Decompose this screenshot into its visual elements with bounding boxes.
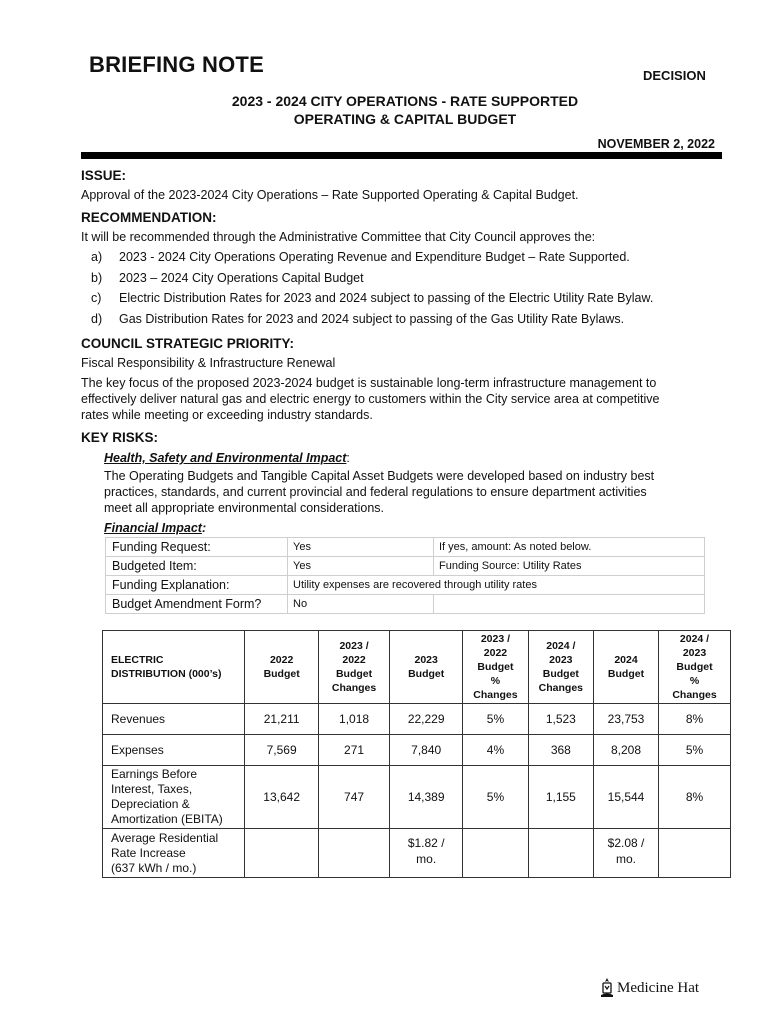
column-header-line: Budget (542, 668, 579, 680)
hse-colon: : (346, 451, 350, 465)
column-header-line: Changes (473, 689, 518, 701)
column-header-line: Budget (607, 668, 645, 680)
table-cell: 13,642 (245, 766, 319, 829)
table-cell: 14,389 (390, 766, 463, 829)
column-header-line: 2023 (682, 647, 707, 659)
table-cell: 7,840 (390, 735, 463, 766)
recommendation-text: Electric Distribution Rates for 2023 and 2024 subject to passing of the Electric Utility Rate Bylaw. (119, 291, 654, 306)
priority-heading: COUNCIL STRATEGIC PRIORITY: (81, 336, 295, 351)
funding-value: Yes (288, 538, 434, 557)
recommendation-item (81, 271, 653, 292)
table-cell: 747 (319, 766, 390, 829)
column-header-line: Changes (672, 689, 717, 701)
column-header (594, 631, 659, 704)
recommendation-text: Gas Distribution Rates for 2023 and 2024 subject to passing of the Gas Utility Rate Bylaws. (119, 312, 625, 327)
hse-line-3: meet all appropriate environmental considerations. (104, 501, 385, 515)
row-label-line: Average Residential (111, 830, 219, 845)
medicine-hat-emblem-icon (600, 977, 614, 999)
hse-title: Health, Safety and Environmental Impact (104, 451, 347, 465)
table-row (103, 766, 731, 829)
row-label (103, 766, 245, 829)
column-header (528, 631, 593, 704)
funding-table (105, 537, 705, 614)
row-label-line: Rate Increase (111, 845, 186, 860)
funding-extra: Funding Source: Utility Rates (434, 557, 705, 576)
column-header (103, 631, 245, 704)
priority-para-line-2: effectively deliver natural gas and electric energy to customers within the City service area at competitive (81, 392, 660, 406)
row-label-line: Revenues (111, 711, 166, 726)
header-rule (81, 152, 722, 159)
column-header-line: Budget (408, 668, 445, 680)
row-label-line: Amortization (EBITA) (111, 812, 223, 826)
recommendation-intro: It will be recommended through the Administrative Committee that City Council approves the: (81, 230, 596, 244)
table-cell: 368 (528, 735, 593, 766)
hse-line-2: practices, standards, and current provincial and federal regulations to ensure department activities (104, 485, 647, 499)
funding-row (106, 538, 705, 557)
recommendation-letter: c) (91, 291, 102, 306)
column-header (245, 631, 319, 704)
funding-row (106, 576, 705, 595)
table-cell: 15,544 (594, 766, 659, 829)
row-label-line: (637 kWh / mo.) (111, 860, 197, 875)
recommendation-letter: a) (91, 250, 103, 264)
table-cell: $2.08 / mo. (594, 829, 659, 878)
recommendation-item (81, 291, 653, 312)
column-header-line: DISTRIBUTION (000’s) (111, 668, 222, 680)
issue-heading: ISSUE: (81, 168, 127, 183)
financial-title: Financial Impact (104, 521, 202, 535)
table-cell (245, 829, 319, 878)
row-label-line: Depreciation & (111, 797, 190, 811)
column-header-line: 2024 / (679, 633, 710, 645)
table-cell: 1,018 (319, 704, 390, 735)
recommendation-item (81, 250, 653, 271)
row-label-line: Earnings Before (111, 767, 198, 781)
financial-colon: : (201, 521, 207, 535)
column-header (319, 631, 390, 704)
column-header (659, 631, 731, 704)
column-header (463, 631, 528, 704)
funding-label: Budgeted Item: (106, 557, 288, 576)
funding-value: Utility expenses are recovered through utility rates (288, 576, 705, 595)
column-header-line: Budget (263, 668, 300, 680)
subtitle-line-1: 2023 - 2024 CITY OPERATIONS - RATE SUPPORTED (231, 93, 579, 109)
recommendation-text: 2023 - 2024 City Operations Operating Revenue and Expenditure Budget – Rate Supported. (119, 250, 630, 264)
priority-para-line-1: The key focus of the proposed 2023-2024 budget is sustainable long-term infrastructure management to (81, 376, 657, 390)
column-header-line: ELECTRIC (111, 654, 164, 666)
table-cell: 21,211 (245, 704, 319, 735)
column-header-line: 2022 (269, 654, 294, 666)
column-header-line: 2023 (549, 654, 573, 666)
table-cell: 4% (463, 735, 528, 766)
table-cell: 1,155 (528, 766, 593, 829)
table-cell: 5% (659, 735, 731, 766)
funding-row (106, 557, 705, 576)
city-logo (600, 977, 699, 999)
column-header-line: 2024 (614, 654, 638, 666)
recommendation-letter: b) (91, 270, 103, 285)
funding-label: Funding Explanation: (106, 576, 288, 595)
hse-line-1: The Operating Budgets and Tangible Capital Asset Budgets were developed based on industry best (104, 469, 655, 483)
table-cell: 5% (463, 704, 528, 735)
table-cell: 7,569 (245, 735, 319, 766)
note-type: DECISION (643, 68, 706, 83)
table-cell: $1.82 / mo. (390, 829, 463, 878)
table-row (103, 704, 731, 735)
column-header-line: % (490, 675, 501, 687)
column-header (390, 631, 463, 704)
funding-extra: If yes, amount: As noted below. (434, 538, 705, 557)
funding-value: No (288, 595, 434, 614)
table-cell: 1,523 (528, 704, 593, 735)
column-header-line: % (689, 675, 700, 687)
priority-line: Fiscal Responsibility & Infrastructure Renewal (81, 356, 336, 370)
document-title: BRIEFING NOTE (89, 52, 264, 77)
electric-distribution-table (102, 630, 731, 878)
column-header-line: Budget (335, 668, 373, 680)
issue-text: Approval of the 2023-2024 City Operations – Rate Supported Operating & Capital Budget. (81, 188, 579, 202)
row-label-line: Expenses (111, 742, 164, 757)
table-cell: 23,753 (594, 704, 659, 735)
column-header-line: 2022 (342, 654, 366, 666)
column-header-line: 2024 / (546, 640, 576, 652)
priority-para-line-3: rates while meeting or exceeding industry standards. (81, 408, 373, 422)
recommendation-letter: d) (91, 312, 103, 327)
recommendation-text: 2023 – 2024 City Operations Capital Budget (119, 270, 364, 285)
row-label-line: Interest, Taxes, (111, 782, 193, 796)
column-header-line: Changes (538, 682, 583, 694)
column-header-line: 2023 / (480, 633, 511, 645)
funding-row (106, 595, 705, 614)
funding-label: Budget Amendment Form? (106, 595, 288, 614)
column-header-line: 2022 (483, 647, 508, 659)
column-header-line: Budget (676, 661, 713, 673)
table-cell: 8% (659, 704, 731, 735)
table-cell (528, 829, 593, 878)
table-cell: 8% (659, 766, 731, 829)
row-label (103, 704, 245, 735)
funding-value: Yes (288, 557, 434, 576)
column-header-line: 2023 (414, 654, 438, 666)
subtitle-line-2: OPERATING & CAPITAL BUDGET (293, 111, 517, 127)
table-cell: 8,208 (594, 735, 659, 766)
row-label (103, 829, 245, 878)
table-cell: 22,229 (390, 704, 463, 735)
financial-heading (104, 519, 206, 537)
table-row (103, 829, 731, 878)
row-label (103, 735, 245, 766)
recommendation-list (81, 250, 653, 333)
logo-text: Medicine Hat (617, 979, 700, 996)
priority-paragraph (81, 375, 660, 423)
table-cell (319, 829, 390, 878)
note-date: NOVEMBER 2, 2022 (597, 137, 715, 151)
column-header-line: Budget (477, 661, 514, 673)
funding-extra (434, 595, 705, 614)
column-header-line: Changes (331, 682, 377, 694)
hse-heading (104, 449, 350, 467)
table-cell: 271 (319, 735, 390, 766)
table-cell (463, 829, 528, 878)
funding-label: Funding Request: (106, 538, 288, 557)
hse-paragraph (104, 468, 654, 516)
table-row (103, 735, 731, 766)
recommendation-item (81, 312, 653, 333)
table-cell: 5% (463, 766, 528, 829)
column-header-line: 2023 / (339, 640, 369, 652)
recommendation-heading: RECOMMENDATION: (81, 210, 217, 225)
risks-heading: KEY RISKS: (81, 430, 159, 445)
table-cell (659, 829, 731, 878)
